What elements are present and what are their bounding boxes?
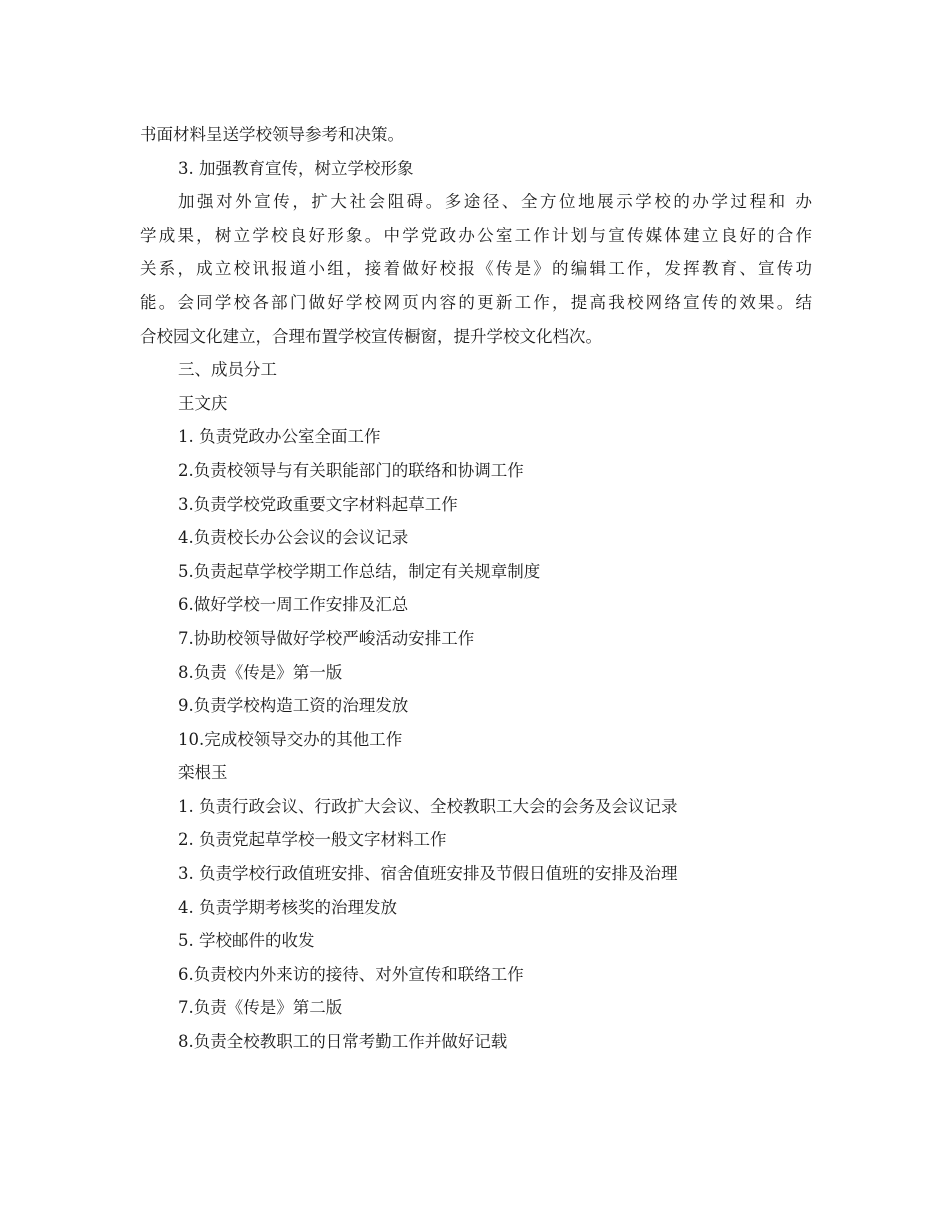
text-line: 书面材料呈送学校领导参考和决策。: [140, 125, 404, 144]
text-line: 3. 加强教育宣传，树立学校形象: [178, 158, 414, 178]
text-line: 关系，成立校讯报道小组，接着做好校报《传是》的编辑工作，发挥教育、宣传功: [140, 259, 812, 279]
text-line: 3. 负责学校行政值班安排、宿舍值班安排及节假日值班的安排及治理: [178, 864, 678, 884]
text-line: 6.做好学校一周工作安排及汇总: [178, 595, 409, 615]
text-line: 4.负责校长办公会议的会议记录: [178, 528, 409, 548]
text-line: 三、成员分工: [178, 360, 277, 380]
text-line: 9.负责学校构造工资的治理发放: [178, 696, 409, 716]
text-line: 1. 负责党政办公室全面工作: [178, 427, 381, 447]
text-line: 7.负责《传是》第二版: [178, 998, 343, 1018]
text-line: 5. 学校邮件的收发: [178, 931, 315, 951]
document-body: [140, 118, 812, 1059]
text-line: 7.协助校领导做好学校严峻活动安排工作: [178, 628, 475, 648]
text-line: 4. 负责学期考核奖的治理发放: [178, 897, 397, 917]
text-line: 10.完成校领导交办的其他工作: [178, 729, 403, 749]
text-line: 8.负责全校教职工的日常考勤工作并做好记载: [178, 1032, 508, 1052]
text-line: 8.负责《传是》第一版: [178, 662, 343, 682]
text-line: 学成果，树立学校良好形象。中学党政办公室工作计划与宣传媒体建立良好的合作: [140, 225, 812, 245]
text-line: 合校园文化建立，合理布置学校宣传橱窗，提升学校文化档次。: [140, 326, 602, 346]
text-line: 5.负责起草学校学期工作总结，制定有关规章制度: [178, 561, 541, 581]
text-line: 2. 负责党起草学校一般文字材料工作: [178, 830, 447, 850]
text-line: 1. 负责行政会议、行政扩大会议、全校教职工大会的会务及会议记录: [178, 796, 678, 816]
text-line: 能。会同学校各部门做好学校网页内容的更新工作，提高我校网络宣传的效果。结: [140, 292, 812, 312]
text-line: 3.负责学校党政重要文字材料起草工作: [178, 494, 458, 514]
text-line: 6.负责校内外来访的接待、对外宣传和联络工作: [178, 964, 524, 984]
text-line: 2.负责校领导与有关职能部门的联络和协调工作: [178, 460, 524, 480]
text-line: 栾根玉: [178, 763, 228, 783]
text-line: 加强对外宣传，扩大社会阻碍。多途径、全方位地展示学校的办学过程和 办: [178, 192, 812, 212]
text-line: 王文庆: [178, 393, 228, 413]
